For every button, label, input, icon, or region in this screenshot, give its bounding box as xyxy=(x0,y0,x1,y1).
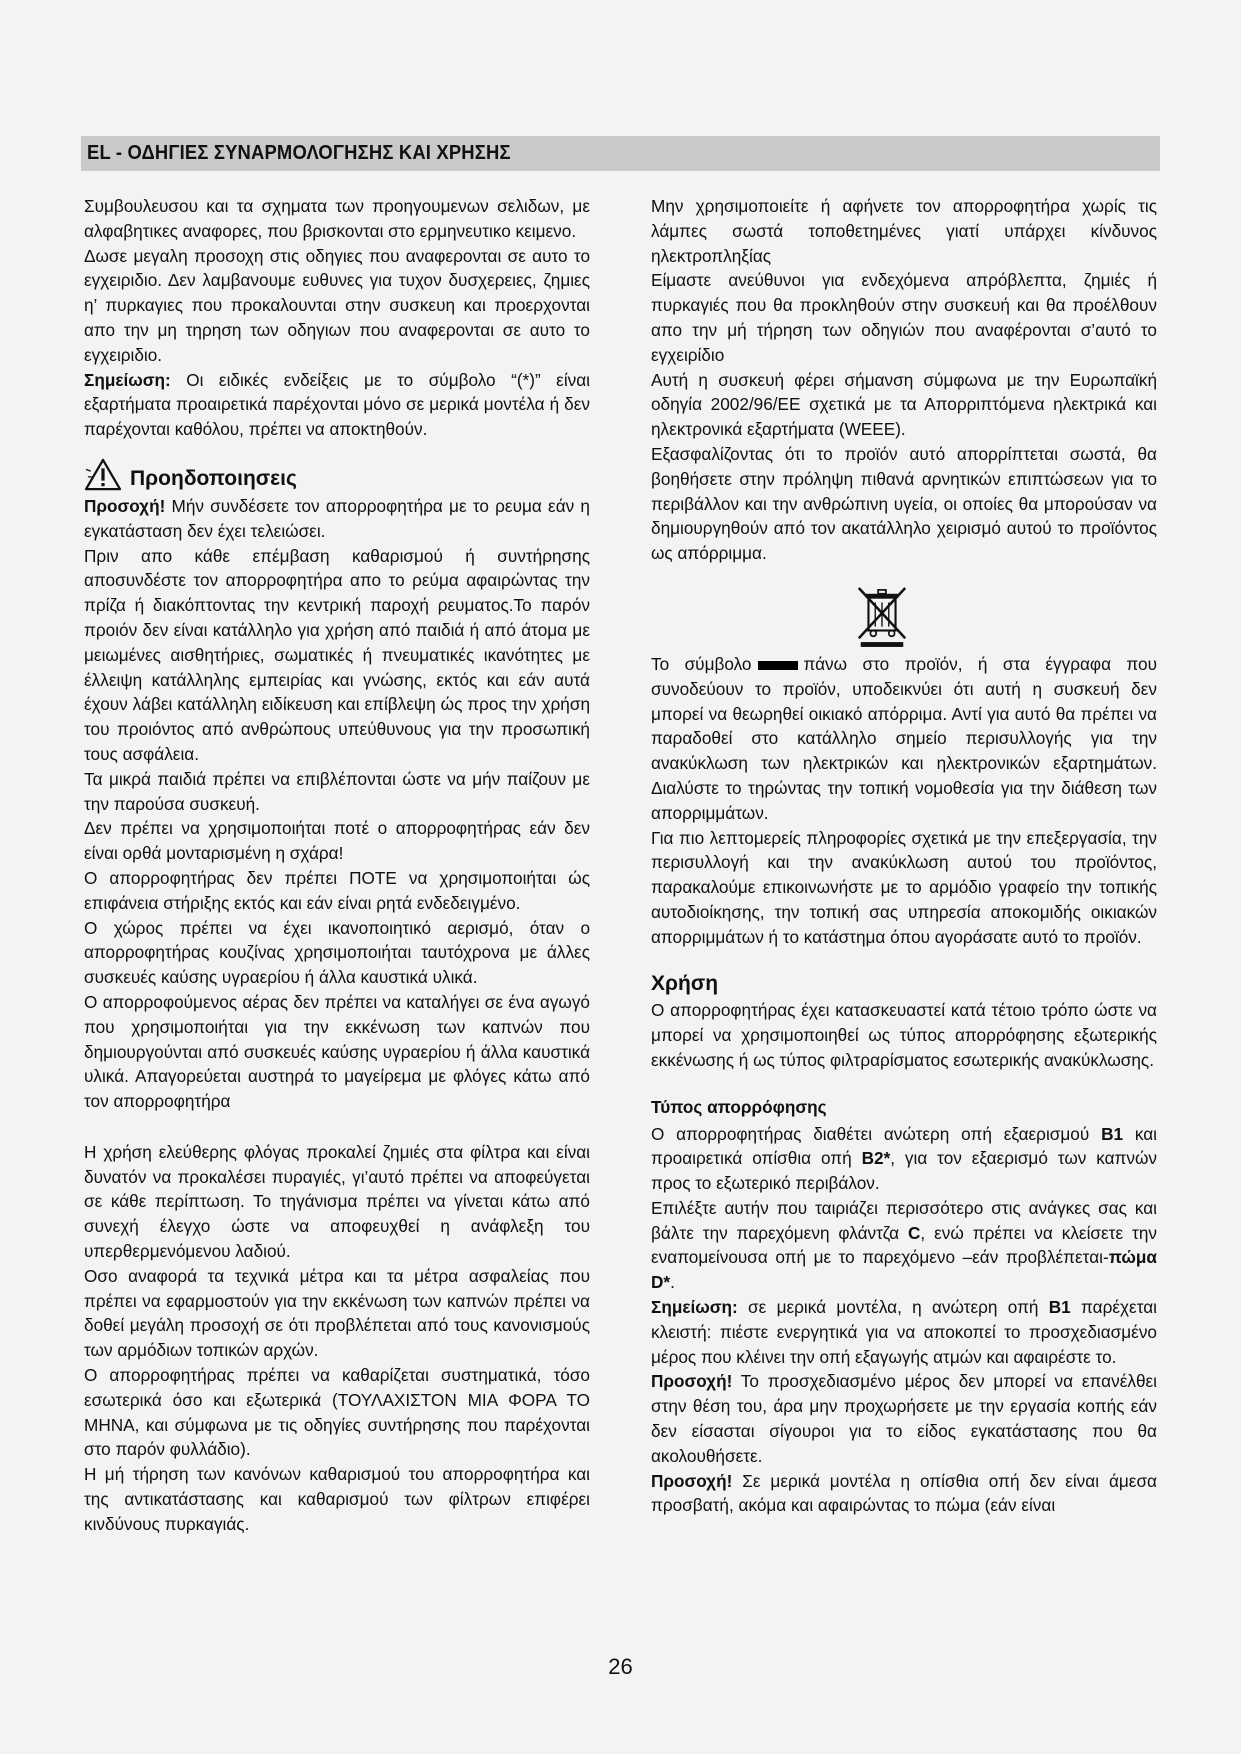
caution-paragraph xyxy=(84,494,590,544)
section-header-bar xyxy=(81,136,1160,171)
spacer xyxy=(84,1114,590,1140)
sub-caution-text: Το προσχεδιασμένο μέρος δεν μπορεί να επανέλθει στην θέση του, άρα μην προχωρήσετε με την εργασία κοπής εάν δεν είσασται σίγουροι για το είδος εγκατάστασης που θα ακολουθήσετε. xyxy=(651,1371,1157,1466)
outlet-b2-label: B2* xyxy=(861,1148,891,1169)
crossed-out-bin-icon xyxy=(853,584,911,648)
sub-note-b1-label: B1 xyxy=(1048,1297,1071,1318)
flange-c-label: C xyxy=(907,1222,921,1243)
sub-note-paragraph xyxy=(651,1295,1157,1369)
warnings-title: Προηδοποιησεις xyxy=(130,467,297,491)
left-column xyxy=(84,194,590,1537)
flange-text-end: . xyxy=(670,1272,675,1293)
warning-paragraph-7: Η χρήση ελεύθερης φλόγας προκαλεί ζημιές στα φίλτρα και είναι δυνατόν να προκαλέσει πυραγιές, γι’αυτό πρέπει να αποφεύγεται σε κάθε περίπτωση. Το τηγάνισμα πρέπει να γίνεται κάτω από συνεχή έλεγχο ώστε να αποφευχθεί η ανάφλεξη του υπερθερμενόμενου λαδιού. xyxy=(84,1141,590,1262)
rear-caution-text: Σε μερικά μοντέλα η οπίσθια οπή δεν είναι άμεσα προσβατή, ακόμα και αφαιρώντας το πώμα (εάν είναι xyxy=(651,1470,1157,1516)
caution-text: Μήν συνδέσετε τον απορροφητήρα με το ρευμα εάν η εγκατάσταση δεν έχει τελειώσει. xyxy=(84,495,590,541)
warning-paragraph-2: Τα μικρά παιδιά πρέπει να επιβλέπονται ώστε να μήν παίζουν με την παρούσα συσκευή. xyxy=(84,768,590,814)
note-paragraph xyxy=(84,368,590,442)
sub-note-text-b: παρέχεται κλειστή: πιέστε ενεργητικά για να αποκοπεί το προσχεδιασμένο μέρος που κλέινει την οπή εξαγωγής ατμών και αφαιρέστε το. xyxy=(651,1297,1157,1367)
outlet-b1-label: B1 xyxy=(1101,1123,1124,1144)
caution-label: Προσοχή! xyxy=(84,495,166,516)
weee-symbol-block xyxy=(651,584,1157,648)
sub-caution-paragraph xyxy=(651,1369,1157,1468)
weee-directive-paragraph: Αυτή η συσκευή φέρει σήμανση σύμφωνα με την Ευρωπαϊκή οδηγία 2002/96/ΕΕ σχετικά με τα Απορριπτόμενα ηλεκτρικά και ηλεκτρονικά εξαρτήματα (WEEE). xyxy=(651,369,1157,440)
page-title: EL - ΟΔΗΓΙΕΣ ΣΥΝΑΡΜΟΛΟΓΗΣΗΣ ΚΑΙ ΧΡΗΣΗΣ xyxy=(87,142,511,164)
flange-paragraph xyxy=(651,1196,1157,1295)
warning-paragraph-4: Ο απορροφητήρας δεν πρέπει ΠΟΤΕ να χρησιμοποιήται ώς επιφάνεια στήριξης εκτός και εάν είναι ρητά ενδεδειγμένο. xyxy=(84,867,590,913)
black-bar-icon xyxy=(758,661,798,670)
warning-paragraph-6: Ο απορροφούμενος αέρας δεν πρέπει να καταλήγει σε ένα αγωγό που χρησιμοποιήται για την εκκένωση των καπνών που δημιουργούνται από συσκευές καύσης υγραερίου ή άλλα καυστικά υλικά. Απαγορεύεται αυστηρά το μαγείρεμα με φλόγες κάτω από τον απορροφητήρα xyxy=(84,991,590,1112)
note-label: Σημείωση: xyxy=(84,369,171,390)
symbol-text-pre: Το σύμβολο xyxy=(651,653,752,674)
warning-paragraph-9: Ο απορροφητήρας πρέπει να καθαρίζεται συστηματικά, τόσο εσωτερικά όσο και εξωτερικά (ΤΟΥΛΑΧΙΣΤΟΝ ΜΙΑ ΦΟΡΑ ΤΟ ΜΗΝΑ, και σύμφωνα με τις οδηγίες συντήρησης που παρέχονται στο παρόν φυλλάδιο). xyxy=(84,1365,590,1460)
outlet-text-c: , για τον εξαερισμό των καπνών προς το εξωτερικό περιβάλον. xyxy=(651,1148,1157,1194)
lamp-warning-paragraph: Μην χρησιμοποιείτε ή αφήνετε τον απορροφητήρα χωρίς τις λάμπες σωστά τοποθετημένες γιατί υπάρχει κίνδυνος ηλεκτροπληξίας xyxy=(651,196,1157,266)
page-number: 26 xyxy=(608,1654,633,1679)
note-text: Οι ειδικές ενδείξεις με το σύμβολο “(*)” είναι εξαρτήματα προαιρετικά παρέχονται μόνο σε μερικά μοντέλα ή δεν παρέχονται καθόλου, πρέπει να αποκτηθούν. xyxy=(84,369,590,440)
warning-paragraph-10: Η μή τήρηση των κανόνων καθαρισμού του απορροφητήρα και της αντικατάστασης και καθαρισμού των φίλτρων επιφέρει κινδύνους πυρκαγιάς. xyxy=(84,1464,590,1534)
liability-paragraph: Είμαστε ανεύθυνοι για ενδεχόμενα απρόβλεπτα, ζημιές ή πυρκαγιές που θα προκληθούν στην συσκευή και θα προέλθουν απο την μή τήρηση των οδηγιών που αναφέρονται σ’αυτό το εγχειρίδιο xyxy=(651,270,1157,365)
recycling-info-paragraph: Για πιο λεπτομερείς πληροφορίες σχετικά με την επεξεργασία, την περισυλλογή και την ανακύκλωση αυτού του προϊόντος, παρακαλούμε επικοινωνήστε με το αρμόδιο γραφείο την τοπικής αυτοδιοίκησης, την τοπική σας υπηρεσία αποκομιδής οικιακών απορριμμάτων ή το κατάστημα όπου αγοράσατε αυτό το προϊόν. xyxy=(651,827,1157,947)
outlet-text-a: Ο απορροφητήρας διαθέτει ανώτερη οπή εξαερισμού xyxy=(651,1123,1102,1144)
sub-note-text-a: σε μερικά μοντέλα, η ανώτερη οπή xyxy=(737,1297,1049,1318)
intro-paragraph-1: Συμβουλευσου και τα σχηματα των προηγουμενων σελιδων, με αλφαβητικες αναφορες, που βρισκονται στο ερμηνευτικο κειμενο. xyxy=(84,196,590,241)
use-paragraph: Ο απορροφητήρας έχει κατασκευαστεί κατά τέτοιο τρόπο ώστε να μπορεί να χρησιμοποιηθεί ως τύπος απορρόφησης εξωτερικής εκκένωσης ή ως τύπος φιλτραρίσματος εσωτερικής ανακύκλωσης. xyxy=(651,1000,1157,1070)
use-section-title: Χρήση xyxy=(651,971,719,995)
warning-triangle-icon xyxy=(84,458,122,492)
warning-paragraph-1: Πριν απο κάθε επέμβαση καθαρισμού ή συντήρησης αποσυνδέστε τον απορροφητήρα απο το ρεύμα αφαιρώντας την πρίζα ή διακόπτοντας την κεντρική παροχή ρευματος.Το παρόν προιόν δεν είναι κατάλληλο για χρήση από παιδιά ή από άτομα με μειωμένες αισθητήριες, σωματικές ή πνευματικές ικανότητες με έλλειψη κατάλληλης εμπειρίας και γνώσης, εκτός και εάν αυτά έχουν λάβει κατάλληλη ειδίκευση και επίβλεψη ώς προς την χρήση του προιόντος από ανθρώπους υπεύθυνους για την προσωπική τους ασφάλεια. xyxy=(84,545,590,764)
flange-text-b: , ενώ πρέπει να κλείσετε την εναπομείνουσα οπή με το παρεχόμενο –εάν προβλέπεται- xyxy=(651,1222,1157,1268)
flange-text-a: Επιλέξτε αυτήν που ταιριάζει περισσότερο στις ανάγκες σας και βάλτε την παρεχόμενη φλάντζα xyxy=(651,1197,1157,1243)
warning-paragraph-5: Ο χώρος πρέπει να έχει ικανοποιητικό αερισμό, όταν ο απορροφητήρας κουζίνας χρησιμοποιήται ταυτόχρονα με άλλες συσκευές καύσης υγραερίου ή άλλα καυστικά υλικά. xyxy=(84,917,590,988)
symbol-text-post: πάνω στο προϊόν, ή στα έγγραφα που συνοδεύουν το προϊόν, υποδεικνύει ότι αυτή η συσκευή δεν μπορεί να θεωρηθεί οικιακό απόρριμα. Αντί για αυτό θα πρέπει να παραδοθεί στο κατάλληλο σημείο περισυλλογής για την ανακύκλωση των ηλεκτρικών και ηλεκτρονικών εξαρτημάτων. Διαλύστε το τηρώντας την τοπική νομοθεσία για την διάθεση των απορριμμάτων. xyxy=(651,653,1157,823)
right-column xyxy=(651,194,1157,1518)
warning-paragraph-8: Οσο αναφορά τα τεχνικά μέτρα και τα μέτρα ασφαλείας που πρέπει να εφαρμοστούν για την εκκένωση των καπνών πρέπει να δοθεί μεγάλη προσοχή σε ότι προβλέπεται από τους κανονισμούς των αρμόδιων τοπικών αρχών. xyxy=(84,1265,590,1361)
rear-caution-label: Προσοχή! xyxy=(651,1470,733,1491)
rear-outlet-caution-paragraph xyxy=(651,1469,1157,1519)
flange-d-label: πώμα D* xyxy=(651,1247,1157,1293)
disposal-paragraph: Εξασφαλίζοντας ότι το προϊόν αυτό απορρίπτεται σωστά, θα βοηθήσετε στην πρόληψη πιθανά αρνητικών επιπτώσεων για το περιβάλλον και την ανθρώπινη υγεία, οι οποίες θα μπορούσαν να δημιουργηθούν από τον ακατάλληλο χειρισμό αυτού το προϊόντος ως απόρριμμα. xyxy=(651,443,1157,564)
intro-paragraph-2: Δωσε μεγαλη προσοχη στις οδηγιες που αναφερονται σε αυτο το εγχειριδιο. Δεν λαμβανουμε ευθυνες για τυχον δυσχερειες, ζημιες η’ πυρκαγιες που προκαλουνται στην συσκευη και προερχονται απο την μη τηρηση των οδηγιων που αναφερονται σε αυτο το εγχειριδιο. xyxy=(84,245,590,365)
outlet-paragraph xyxy=(651,1122,1157,1196)
outlet-text-b: και προαιρετικά οπίσθια οπή xyxy=(651,1123,1157,1169)
warnings-heading xyxy=(84,458,590,492)
warning-paragraph-3: Δεν πρέπει να χρησιμοποιήται ποτέ ο απορροφητήρας εάν δεν είναι ορθά μονταρισμένη η σχάρα! xyxy=(84,818,590,864)
symbol-paragraph xyxy=(651,652,1157,826)
extraction-type-title: Τύπος απορρόφησης xyxy=(651,1096,827,1117)
sub-note-label: Σημείωση: xyxy=(651,1297,738,1318)
sub-caution-label: Προσοχή! xyxy=(651,1371,733,1392)
